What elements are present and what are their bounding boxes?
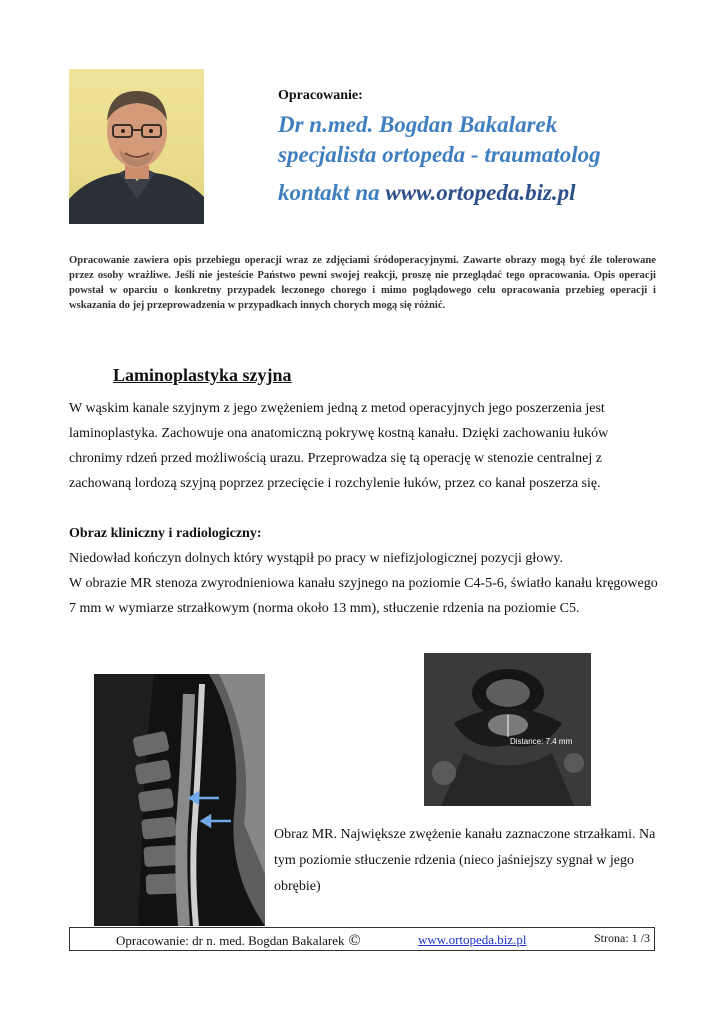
page-footer bbox=[69, 927, 655, 951]
clinical-line-1: Niedowład kończyn dolnych który wystąpił po pracy w niefizjologicznej pozycji głowy. bbox=[69, 551, 564, 566]
clinical-section bbox=[69, 521, 659, 621]
contact-prefix: kontakt na bbox=[278, 180, 380, 205]
prepared-by-label: Opracowanie: bbox=[278, 88, 363, 103]
footer-page-number: Strona: 1 /3 bbox=[594, 931, 650, 945]
contact-line bbox=[278, 178, 698, 208]
author-specialty: specjalista ortopeda - traumatolog bbox=[278, 142, 601, 167]
author-name: Dr n.med. Bogdan Bakalarek bbox=[278, 112, 558, 137]
page-title: Laminoplastyka szyjna bbox=[113, 365, 292, 385]
intro-paragraph: W wąskim kanale szyjnym z jego zwężeniem jedną z metod operacyjnych jego poszerzenia jest laminoplastyka. Zachowuje ona anatomiczną pokrywę kostną kanału. Dzięki zachowaniu łuków chronimy rdzeń przed możliwością urazu. Przeprowadza się tą operację w stenozie centralnej z zachowaną lordozą szyjną poprzez przecięcie i rozchylenie łuków, przez co kanał poszerza się. bbox=[69, 401, 609, 491]
axial-distance-label: Distance: 7.4 mm bbox=[510, 737, 573, 746]
clinical-heading: Obraz kliniczny i radiologiczny: bbox=[69, 526, 262, 541]
copyright-icon: © bbox=[348, 932, 361, 949]
mri-axial-image bbox=[424, 653, 591, 806]
clinical-line-2: W obrazie MR stenoza zwyrodnieniowa kanału szyjnego na poziomie C4-5-6, światło kanału kręgowego 7 mm w wymiarze strzałkowym (norma około 13 mm), stłuczenie rdzenia na poziomie C5. bbox=[69, 576, 658, 616]
footer-author-wrap bbox=[116, 932, 361, 950]
author-banner bbox=[278, 110, 698, 208]
author-photo bbox=[69, 69, 204, 224]
mri-sagittal-image bbox=[94, 674, 265, 926]
footer-author: Opracowanie: dr n. med. Bogdan Bakalarek bbox=[116, 933, 345, 948]
contact-site: www.ortopeda.biz.pl bbox=[385, 180, 576, 205]
image-caption: Obraz MR. Największe zwężenie kanału zaznaczone strzałkami. Na tym poziomie stłuczenie rdzenia (nieco jaśniejszy sygnał w jego obrębie) bbox=[274, 827, 656, 894]
disclaimer-text: Opracowanie zawiera opis przebiegu operacji wraz ze zdjęciami śródoperacyjnymi. Zawarte obrazy mogą być źle tolerowane przez osoby wrażliwe. Jeśli nie jesteście Państwo pewni swojej reakcji, proszę nie przeglądać tego opracowania. Opis operacji powstał w oparciu o konkretny przypadek leczonego chorego i mimo poglądowego celu opracowania przebieg operacji i wskazania do jej przeprowadzenia w przypadkach innych chorych mogą się różnić. bbox=[69, 255, 656, 311]
footer-website-link[interactable]: www.ortopeda.biz.pl bbox=[418, 932, 527, 947]
